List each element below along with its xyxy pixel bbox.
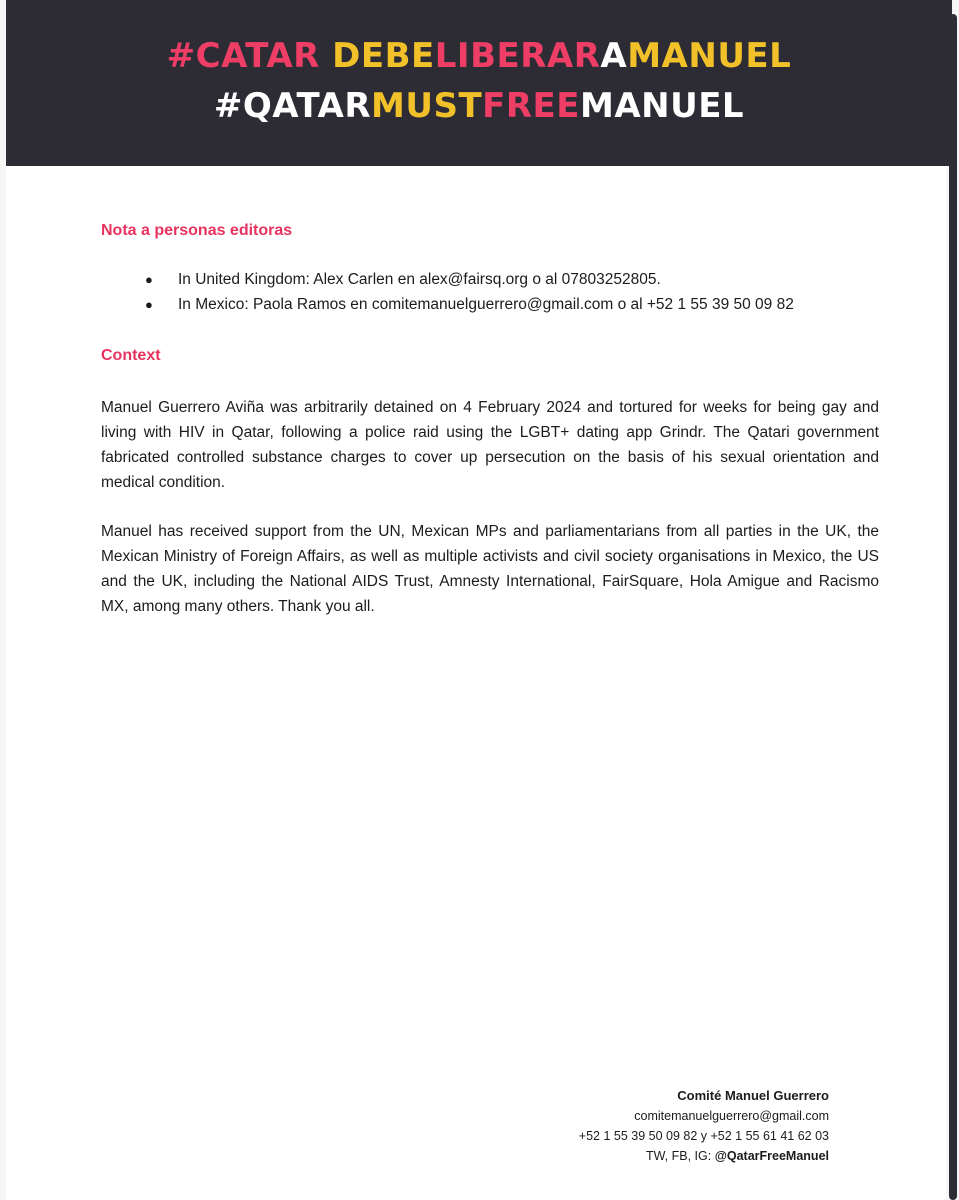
list-item <box>101 295 879 320</box>
editor-notes-heading: Nota a personas editoras <box>101 222 293 239</box>
contact-email: comitemanuelguerrero@gmail.com <box>634 1109 829 1123</box>
document-page <box>6 0 946 1200</box>
context-heading: Context <box>101 347 161 364</box>
organization-name: Comité Manuel Guerrero <box>677 1088 829 1103</box>
contact-mexico-text: In Mexico: Paola Ramos en comitemanuelguerrero@gmail.com o al +52 1 55 39 50 09 82 <box>178 296 794 313</box>
bullet-icon: ● <box>145 272 153 287</box>
tagline-segment: LIBERAR <box>434 36 601 76</box>
tagline-segment: MANUEL <box>627 36 792 76</box>
tagline-segment: MANUEL <box>580 86 745 126</box>
bullet-icon: ● <box>145 297 153 312</box>
context-paragraph-detention: Manuel Guerrero Aviña was arbitrarily detained on 4 February 2024 and tortured for weeks for being gay and living with HIV in Qatar, following a police raid using the LGBT+ dating app Grindr. The Qatari government fabricated controlled substance charges to cover up persecution on the basis of his sexual orientation and medical condition. <box>101 399 879 491</box>
social-media-line <box>579 1146 829 1166</box>
contact-phones: +52 1 55 39 50 09 82 y +52 1 55 61 41 62 03 <box>578 1129 829 1143</box>
tagline-segment: MUST <box>371 86 483 126</box>
banner-tagline-english <box>6 86 952 126</box>
context-paragraph-support: Manuel has received support from the UN, Mexican MPs and parliamentarians from all parties in the UK, the Mexican Ministry of Foreign Affairs, as well as multiple activists and civil society organisations in Mexico, the US and the UK, including the National AIDS Trust, Amnesty International, FairSquare, Hola Amigue and Racismo MX, among many others. Thank you all. <box>101 523 879 615</box>
signature-block <box>579 1086 829 1166</box>
tagline-segment: #CATAR <box>166 36 333 76</box>
tagline-segment: DEBE <box>332 36 435 76</box>
campaign-banner <box>6 0 952 166</box>
list-item <box>101 270 879 295</box>
social-prefix: TW, FB, IG: <box>645 1149 715 1163</box>
tagline-segment: A <box>600 36 628 76</box>
tagline-segment: FREE <box>482 86 580 126</box>
tagline-segment: #QATAR <box>213 86 372 126</box>
contact-uk-text: In United Kingdom: Alex Carlen en alex@fairsq.org o al 07803252805. <box>178 271 661 288</box>
vertical-scrollbar[interactable] <box>949 14 957 1200</box>
banner-tagline-spanish <box>6 36 952 76</box>
social-handle: @QatarFreeManuel <box>714 1149 829 1163</box>
contact-list <box>101 270 879 320</box>
